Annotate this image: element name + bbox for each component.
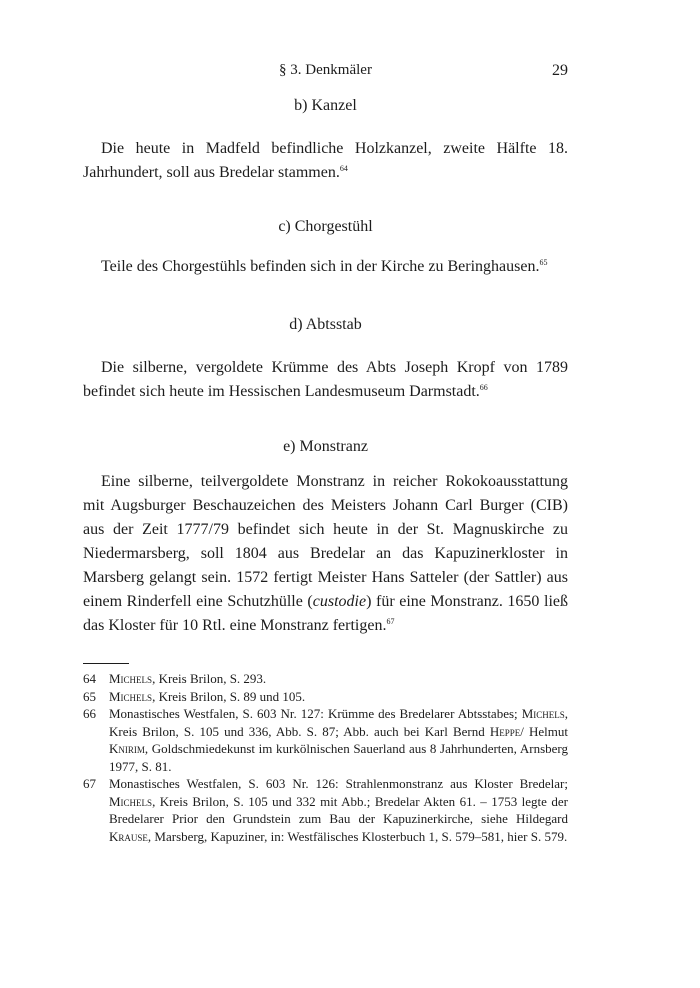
section-heading-abtsstab: d) Abtsstab	[289, 316, 362, 333]
footnote-text: Monastisches Westfalen, S. 603 Nr. 127: Krümme des Bredelarer Abtsstabes;	[109, 706, 522, 721]
footnote-author: Heppe	[489, 723, 521, 739]
footnote-author: Michels	[521, 706, 565, 721]
footnote-65	[83, 688, 568, 706]
paragraph-monstranz	[83, 470, 568, 638]
footnote-text: , Goldschmiedekunst im kurkölnischen Sauerland aus 8 Jahrhunderten, Arnsberg 1977, S. 81.	[109, 741, 568, 774]
footnote-ref: 67	[386, 617, 395, 626]
footnote-author: Knirim	[109, 741, 145, 756]
emphasis-custodie: custodie	[312, 593, 367, 610]
footnote-text: , Marsberg, Kapuziner, in: Westfälisches Klosterbuch 1, S. 579–581, hier S. 579.	[147, 828, 568, 844]
paragraph-text: Die heute in Madfeld befindliche Holzkanzel, zweite Hälfte 18. Jahrhundert, soll aus Bredelar stammen.	[83, 140, 568, 181]
footnote-67	[83, 775, 568, 845]
footnote-ref: 64	[339, 164, 348, 173]
footnote-separator	[83, 663, 129, 664]
footnote-text: , Kreis Brilon, S. 293.	[152, 671, 267, 686]
footnote-ref: 66	[479, 383, 488, 392]
paragraph-abtsstab	[83, 356, 568, 404]
paragraph-text: Teile des Chorgestühls befinden sich in der Kirche zu Beringhausen.	[101, 258, 540, 275]
running-head-section: § 3. Denkmäler	[279, 62, 372, 78]
running-head	[83, 62, 568, 82]
paragraph-text-end: ) für eine Monstranz. 1650 ließ das Kloster für 10 Rtl. eine Monstranz fertigen.	[83, 593, 568, 634]
footnote-author: Michels	[109, 793, 153, 809]
paragraph-chorgestuehl	[83, 255, 568, 279]
footnote-text: Monastisches Westfalen, S. 603 Nr. 126: Strahlenmonstranz aus Kloster Bredelar;	[109, 776, 568, 791]
footnote-author: Krause	[109, 828, 148, 844]
section-heading-monstranz: e) Monstranz	[283, 438, 368, 455]
footnotes	[83, 670, 568, 845]
footnote-author: Michels	[109, 688, 153, 704]
footnote-text: / Helmut	[520, 723, 568, 739]
paragraph-text: Die silberne, vergoldete Krümme des Abts Joseph Kropf von 1789 befindet sich heute im Hessischen Landesmuseum Darmstadt.	[83, 359, 568, 400]
page-number: 29	[552, 62, 568, 79]
footnote-text: , Kreis Brilon, S. 105 und 336, Abb. S. 87; Abb. auch bei Karl Bernd	[109, 706, 568, 739]
footnote-number: 66	[83, 706, 96, 721]
paragraph-text: Eine silberne, teilvergoldete Monstranz in reicher Rokokoausstattung mit Augsburger Beschauzeichen des Meisters Johann Carl Burger (CIB) aus der Zeit 1777/79 befindet sich heute in der St. Magnuskirche zu Niedermarsberg, soll 1804 aus Bredelar an das Kapuzinerkloster in Marsberg gelangt sein. 1572 fertigt Meister Hans Satteler (der Sattler) aus einem Rinderfell eine Schutzhülle (	[83, 473, 568, 610]
paragraph-kanzel	[83, 137, 568, 185]
footnote-number: 64	[83, 671, 96, 686]
footnote-64	[83, 670, 568, 688]
footnote-author: Michels	[109, 671, 153, 686]
footnote-number: 67	[83, 776, 96, 791]
footnote-66	[83, 705, 568, 775]
footnote-ref: 65	[539, 258, 548, 267]
footnote-text: , Kreis Brilon, S. 89 und 105.	[152, 688, 306, 704]
footnote-text: , Kreis Brilon, S. 105 und 332 mit Abb.; Bredelar Akten 61. – 1753 legte der Bredelarer Prior den Grundstein zum Bau der Kapuzinerkirche, siehe Hildegard	[109, 793, 568, 826]
section-heading-kanzel: b) Kanzel	[294, 97, 357, 114]
section-heading-chorgestuehl: c) Chorgestühl	[278, 218, 373, 235]
footnote-number: 65	[83, 688, 96, 704]
